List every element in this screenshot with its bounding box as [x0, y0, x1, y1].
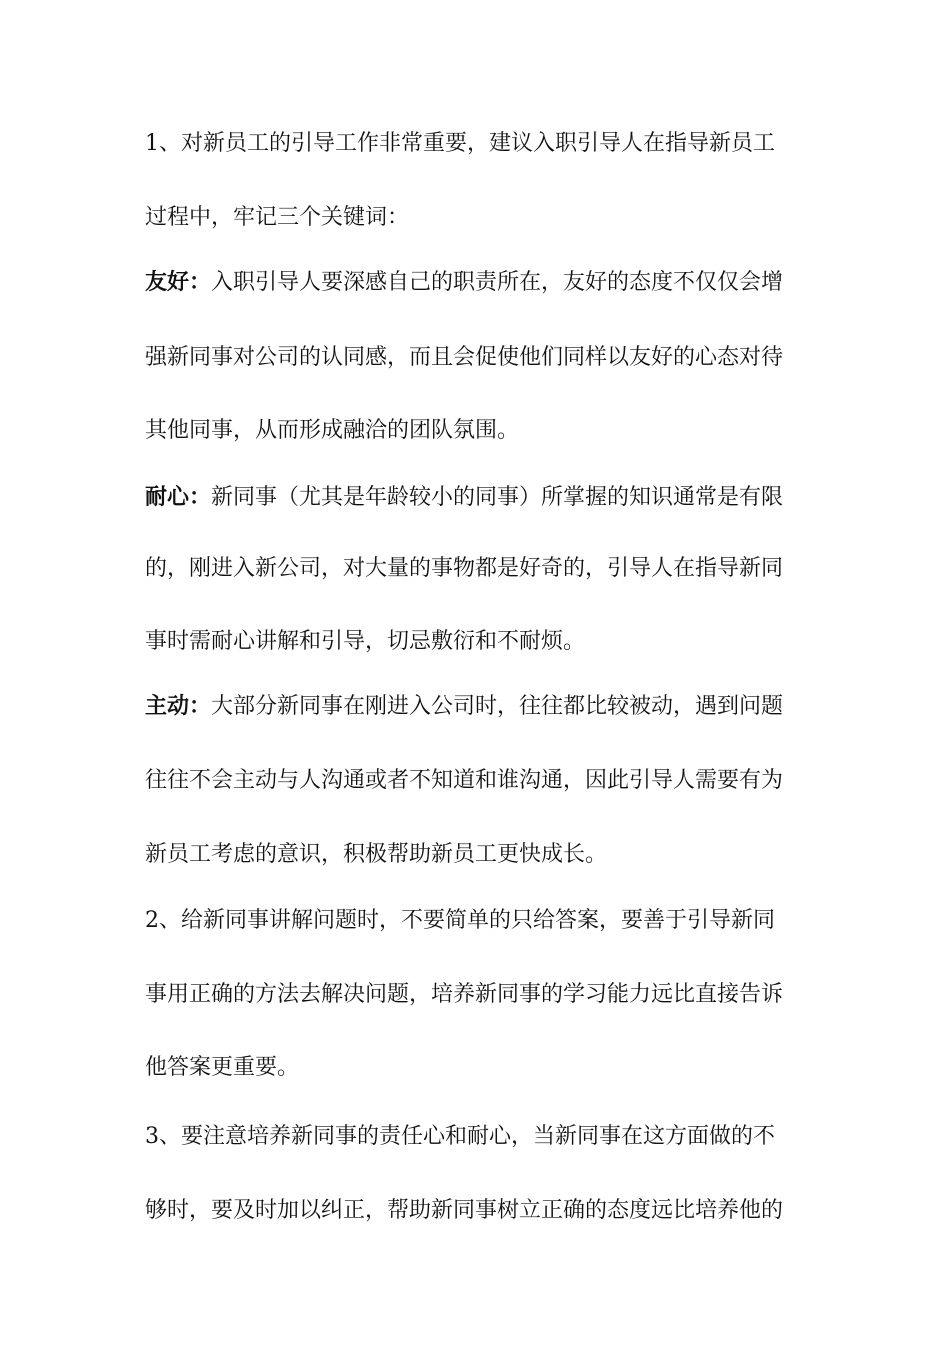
text-line: [145, 1123, 810, 1150]
line-text: 其他同事，从而形成融洽的团队氛围。: [145, 418, 520, 443]
line-text: 他答案更重要。: [145, 1055, 300, 1080]
line-text: 强新同事对公司的认同感，而且会促使他们同样以友好的心态对待: [145, 345, 784, 370]
keyword: 耐心：: [145, 484, 212, 510]
line-text: 1、对新员工的引导工作非常重要，建议入职引导人在指导新员工: [145, 131, 775, 156]
text-line: [145, 484, 810, 511]
text-line: [145, 693, 810, 720]
line-text: 的，刚进入新公司，对大量的事物都是好奇的，引导人在指导新同: [145, 556, 784, 581]
line-text: 够时，要及时加以纠正，帮助新同事树立正确的态度远比培养他的: [145, 1198, 784, 1223]
text-line: [145, 130, 810, 157]
line-text: 事用正确的方法去解决问题，培养新同事的学习能力远比直接告诉: [145, 982, 784, 1007]
line-text: 2、给新同事讲解问题时，不要简单的只给答案，要善于引导新同: [145, 908, 775, 933]
text-line: [145, 1197, 810, 1224]
text-line: [145, 269, 810, 296]
text-line: [145, 204, 810, 231]
line-text: 新同事（尤其是年龄较小的同事）所掌握的知识通常是有限: [211, 485, 784, 510]
keyword: 主动：: [145, 693, 212, 719]
text-line: [145, 1054, 810, 1081]
text-line: [145, 907, 810, 934]
line-text: 入职引导人要深感自己的职责所在，友好的态度不仅仅会增: [211, 270, 784, 295]
line-text: 往往不会主动与人沟通或者不知道和谁沟通，因此引导人需要有为: [145, 768, 784, 793]
line-text: 3、要注意培养新同事的责任心和耐心，当新同事在这方面做的不: [145, 1124, 775, 1149]
keyword: 友好：: [145, 269, 212, 295]
line-text: 过程中，牢记三个关键词：: [145, 205, 410, 230]
line-text: 大部分新同事在刚进入公司时，往往都比较被动，遇到问题: [211, 694, 784, 719]
text-line: [145, 344, 810, 371]
line-text: 新员工考虑的意识，积极帮助新员工更快成长。: [145, 842, 608, 867]
line-text: 事时需耐心讲解和引导，切忌敷衍和不耐烦。: [145, 629, 586, 654]
text-line: [145, 417, 810, 444]
text-line: [145, 981, 810, 1008]
text-line: [145, 628, 810, 655]
text-line: [145, 555, 810, 582]
text-line: [145, 767, 810, 794]
text-line: [145, 841, 810, 868]
